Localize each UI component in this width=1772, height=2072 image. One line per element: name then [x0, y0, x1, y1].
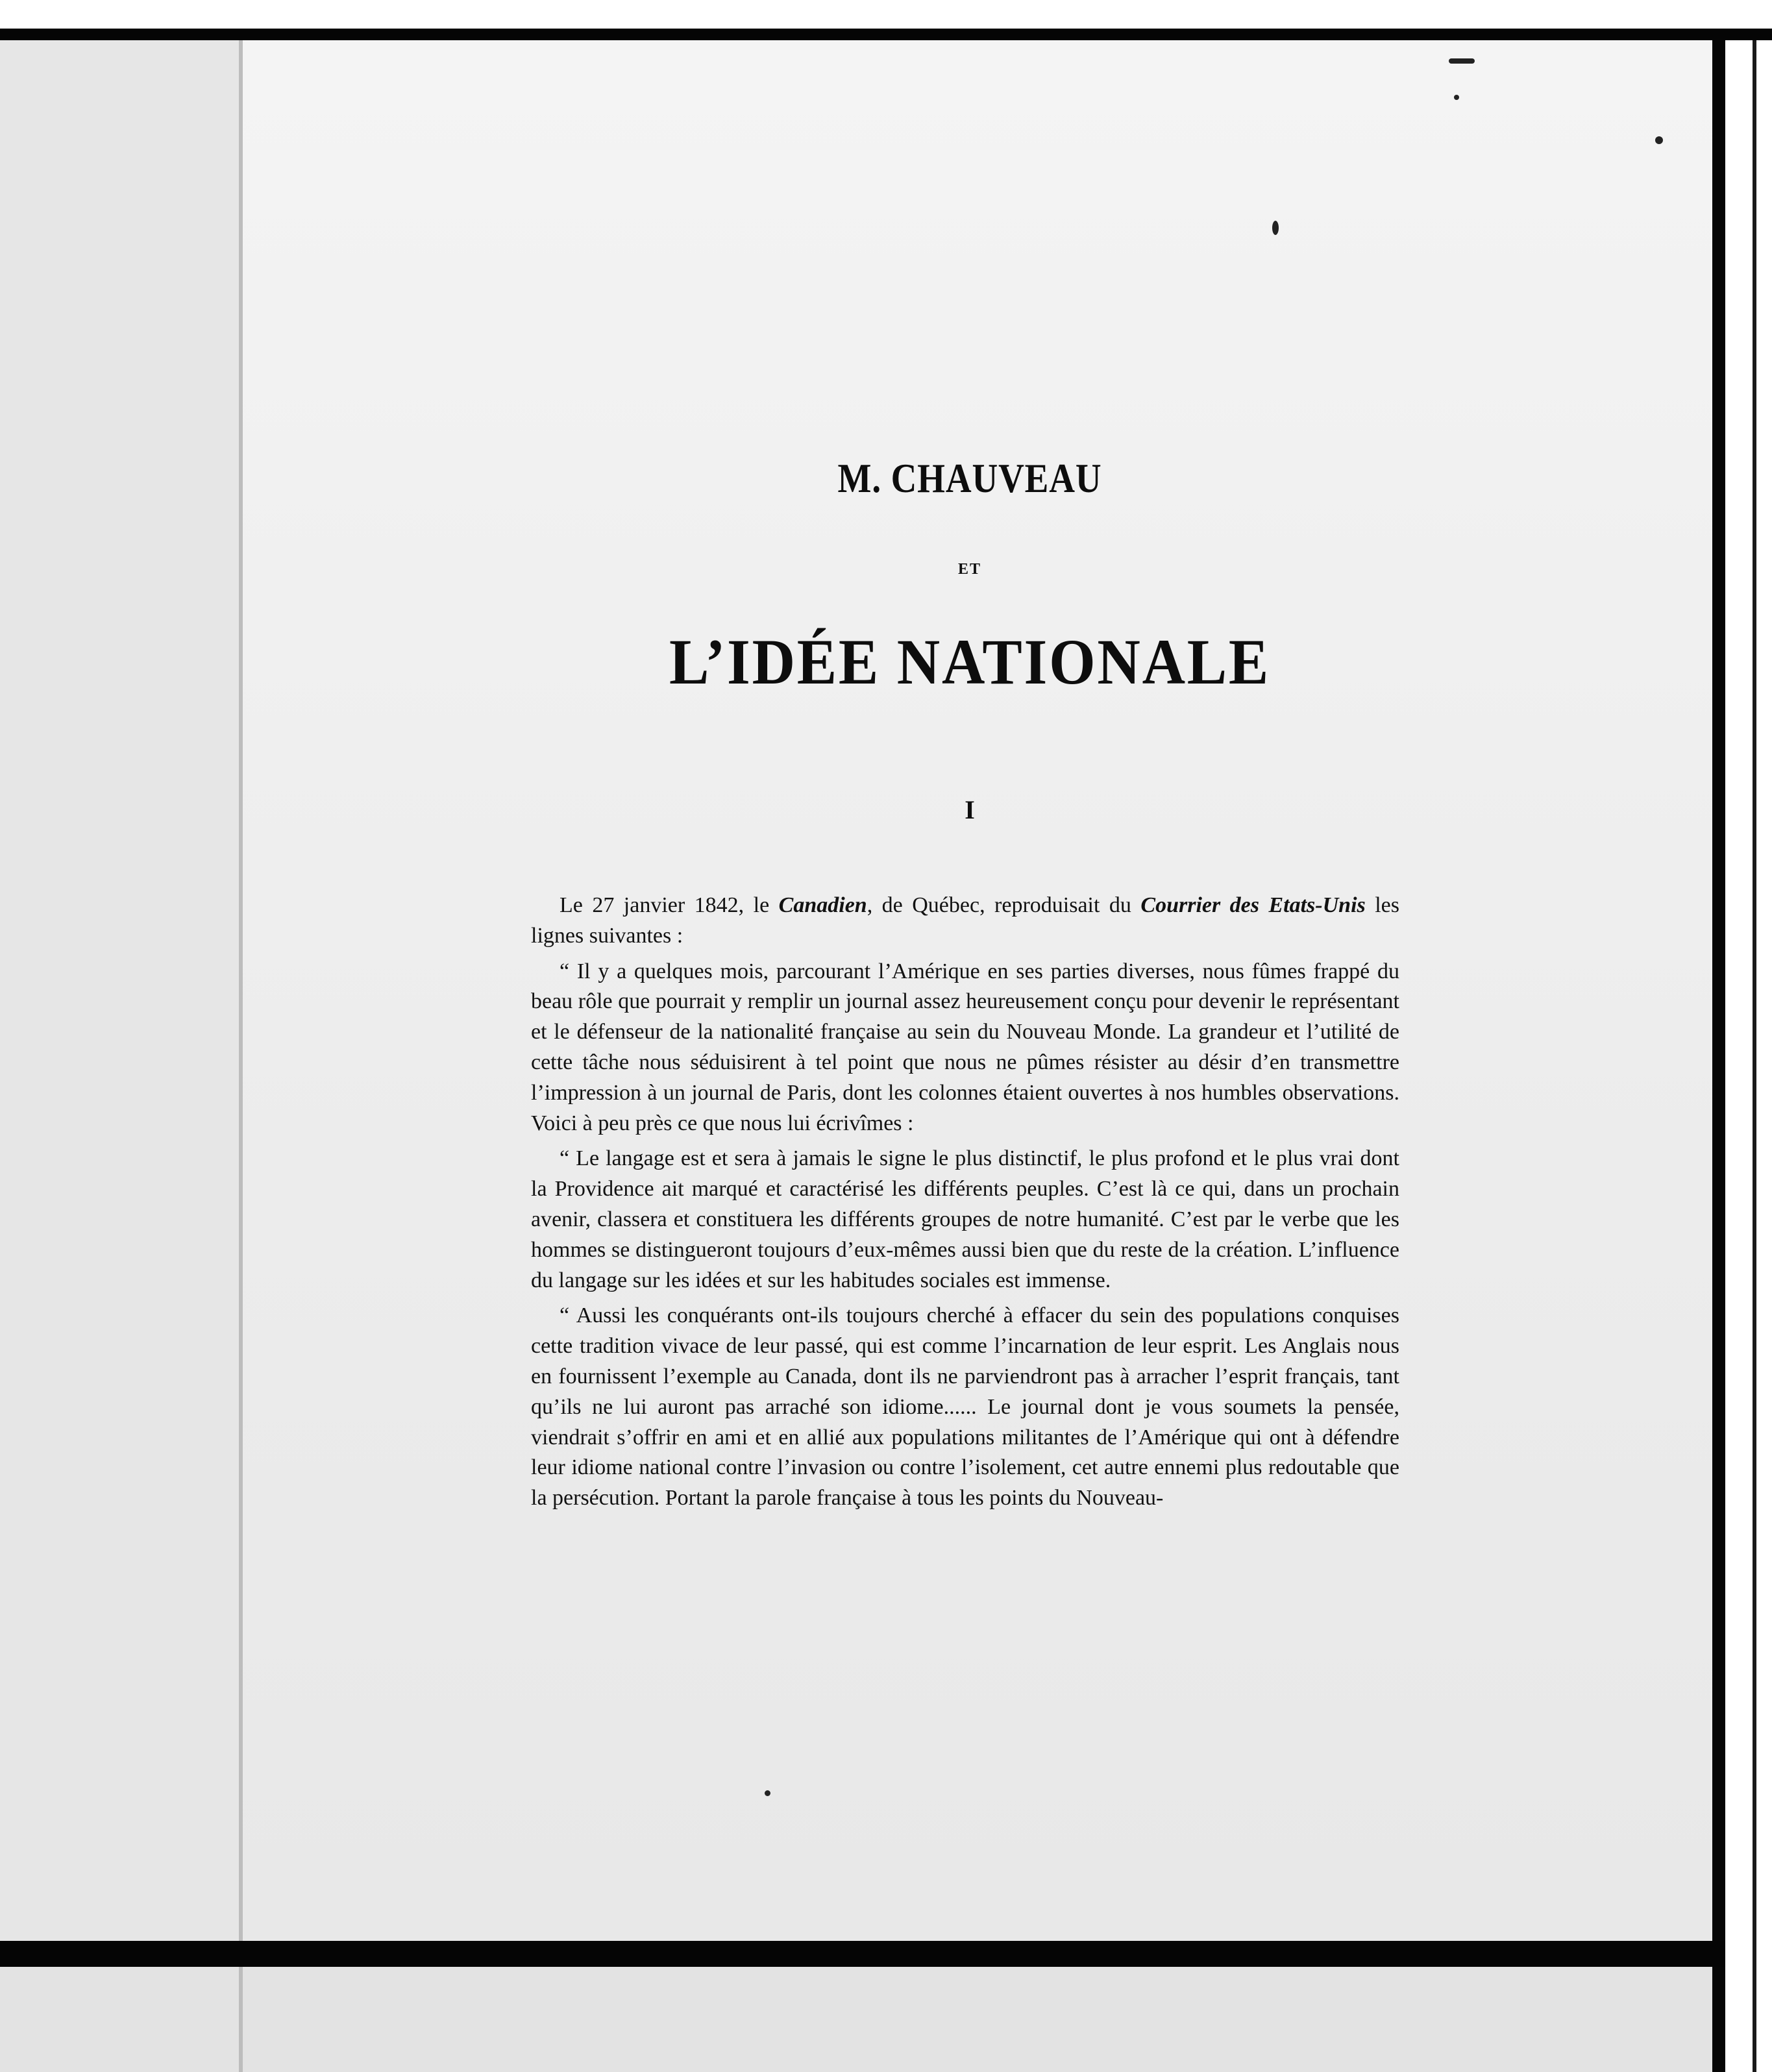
scan-speck [1449, 58, 1475, 64]
scan-speck [765, 1790, 770, 1796]
title-conjunction: ET [957, 561, 981, 578]
title-author: M. CHAUVEAU [837, 455, 1102, 501]
paragraph-quote-2: “ Le langage est et sera à jamais le signe le plus distinctif, le plus profond et le plus vrai dont la Providence ait marqué et caractérisé les différents peuples. C’est là ce qui, dans un prochain avenir, classera et constituera les différents groupes de notre humanité. C’est par le verbe que les hommes se distingueront toujours d’eux-mêmes aussi bien que du reste de la création. L’influence du langage sur les idées et sur les habitudes sociales est immense. [531, 1146, 1399, 1292]
binding-fold-lower [239, 1967, 243, 2072]
newspaper-name-canadien: Canadien [778, 893, 867, 917]
intro-text: les lignes suivantes : [531, 893, 1399, 948]
paragraph-quote-1: “ Il y a quelques mois, parcourant l’Amérique en ses parties diverses, nous fûmes frappé du beau rôle que pourrait y remplir un journal assez heureusement conçu pour devenir le représentant et le défenseur de la nationalité française au sein du Nouveau Monde. La grandeur et l’utilité de cette tâche nous séduisirent à tel point que nous ne pûmes résister au désir d’en transmettre l’impression à un journal de Paris, dont les colonnes étaient ouvertes à nos humbles observations. Voici à peu près ce que nous lui écrivîmes : [531, 959, 1399, 1135]
scan-frame-bottom [0, 1941, 1725, 1967]
intro-text: , de Québec, reproduisait du [867, 893, 1141, 917]
body-text [531, 891, 1399, 1514]
scan-speck [1655, 136, 1663, 144]
scan-speck [1272, 221, 1279, 235]
paragraph-intro [531, 891, 1399, 952]
facing-page-margin [0, 40, 245, 2072]
next-page-strip [0, 1967, 1712, 2072]
newspaper-name-courrier: Courrier des Etats-Unis [1140, 893, 1366, 917]
scan-frame-right-margin [1725, 40, 1772, 2072]
intro-text: Le 27 janvier 1842, le [560, 893, 779, 917]
paragraph-quote-3: “ Aussi les conquérants ont-ils toujours cherché à effacer du sein des populations conquises cette tradition vivace de leur passé, qui est comme l’incarnation de leur esprit. Les Anglais nous en fournissent l’exemple au Canada, dont ils ne parviendront pas à arracher l’esprit français, tant qu’ils ne lui auront pas arraché son idiome...... Le journal dont je vous soumets la pensée, viendrait s’offrir en ami et en allié aux populations militantes de l’Amérique qui ont à défendre leur idiome national contre l’invasion ou contre l’isolement, cet autre ennemi plus redoutable que la persécution. Portant la parole française à tous les points du Nouveau- [531, 1303, 1399, 1511]
section-numeral: I [965, 795, 975, 824]
scan-frame-right-line [1753, 40, 1756, 2072]
scan-frame-top [0, 29, 1772, 40]
scan-speck [1454, 95, 1459, 100]
scan-frame-right [1712, 40, 1725, 2072]
title-subject: L’IDÉE NATIONALE [669, 626, 1271, 698]
